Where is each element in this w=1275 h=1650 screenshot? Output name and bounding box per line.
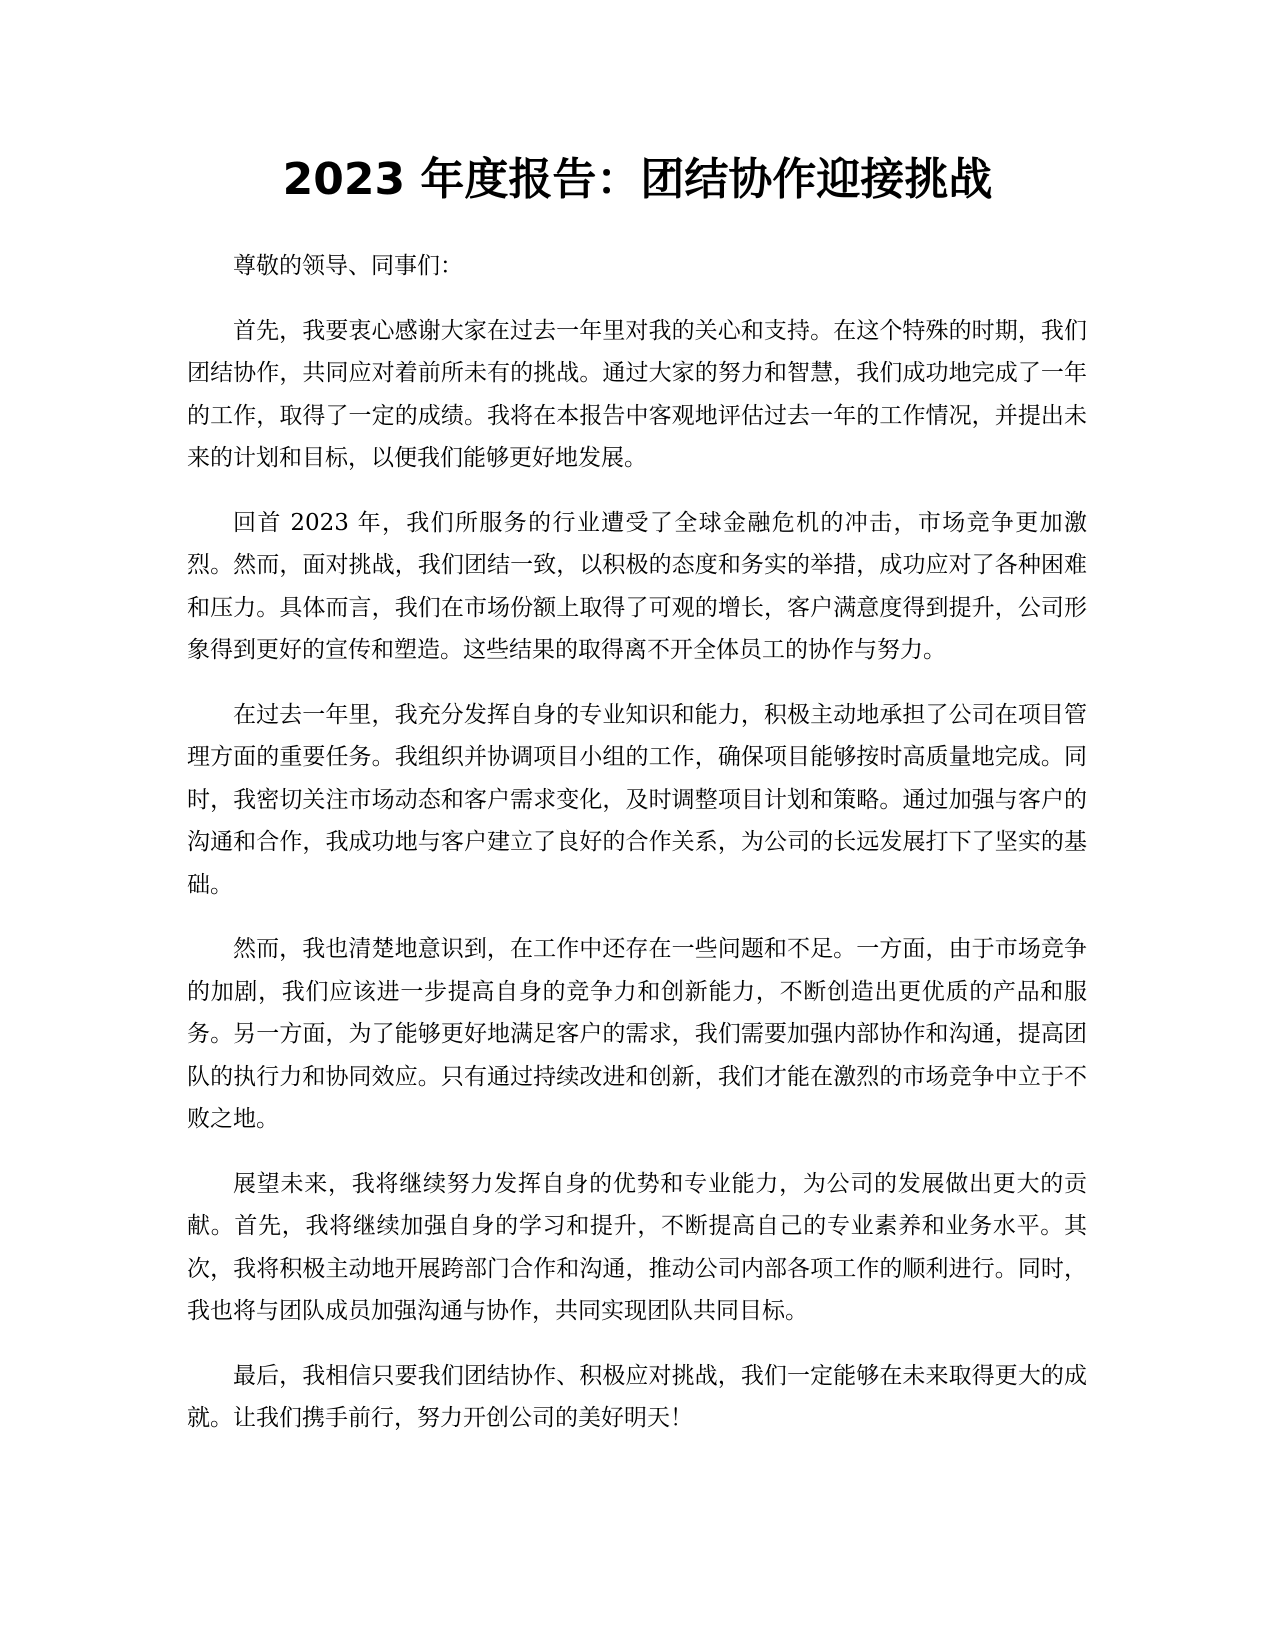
- paragraph-closing: 最后，我相信只要我们团结协作、积极应对挑战，我们一定能够在未来取得更大的成就。让我们携手前行，努力开创公司的美好明天！: [187, 1362, 1087, 1431]
- document-title: 2023 年度报告：团结协作迎接挑战: [282, 154, 993, 205]
- document-body: [187, 245, 1087, 1462]
- paragraph-achievements: 在过去一年里，我充分发挥自身的专业知识和能力，积极主动地承担了公司在项目管理方面的重要任务。我组织并协调项目小组的工作，确保项目能够按时高质量地完成。同时，我密切关注市场动态和客户需求变化，及时调整项目计划和策略。通过加强与客户的沟通和合作，我成功地与客户建立了良好的合作关系，为公司的长远发展打下了坚实的基础。: [187, 701, 1087, 898]
- paragraph-thanks: 首先，我要衷心感谢大家在过去一年里对我的关心和支持。在这个特殊的时期，我们团结协作，共同应对着前所未有的挑战。通过大家的努力和智慧，我们成功地完成了一年的工作，取得了一定的成绩。我将在本报告中客观地评估过去一年的工作情况，并提出未来的计划和目标，以便我们能够更好地发展。: [187, 317, 1087, 471]
- paragraph-problems: 然而，我也清楚地意识到，在工作中还存在一些问题和不足。一方面，由于市场竞争的加剧，我们应该进一步提高自身的竞争力和创新能力，不断创造出更优质的产品和服务。另一方面，为了能够更好地满足客户的需求，我们需要加强内部协作和沟通，提高团队的执行力和协同效应。只有通过持续改进和创新，我们才能在激烈的市场竞争中立于不败之地。: [187, 936, 1087, 1132]
- paragraph-outlook: 展望未来，我将继续努力发挥自身的优势和专业能力，为公司的发展做出更大的贡献。首先，我将继续加强自身的学习和提升，不断提高自己的专业素养和业务水平。其次，我将积极主动地开展跨部门合作和沟通，推动公司内部各项工作的顺利进行。同时，我也将与团队成员加强沟通与协作，共同实现团队共同目标。: [187, 1170, 1087, 1324]
- paragraph-review: 回首 2023 年，我们所服务的行业遭受了全球金融危机的冲击，市场竞争更加激烈。然而，面对挑战，我们团结一致，以积极的态度和务实的举措，成功应对了各种困难和压力。具体而言，我们在市场份额上取得了可观的增长，客户满意度得到提升，公司形象得到更好的宣传和塑造。这些结果的取得离不开全体员工的协作与努力。: [187, 509, 1087, 663]
- paragraph-greeting: 尊敬的领导、同事们：: [233, 253, 463, 279]
